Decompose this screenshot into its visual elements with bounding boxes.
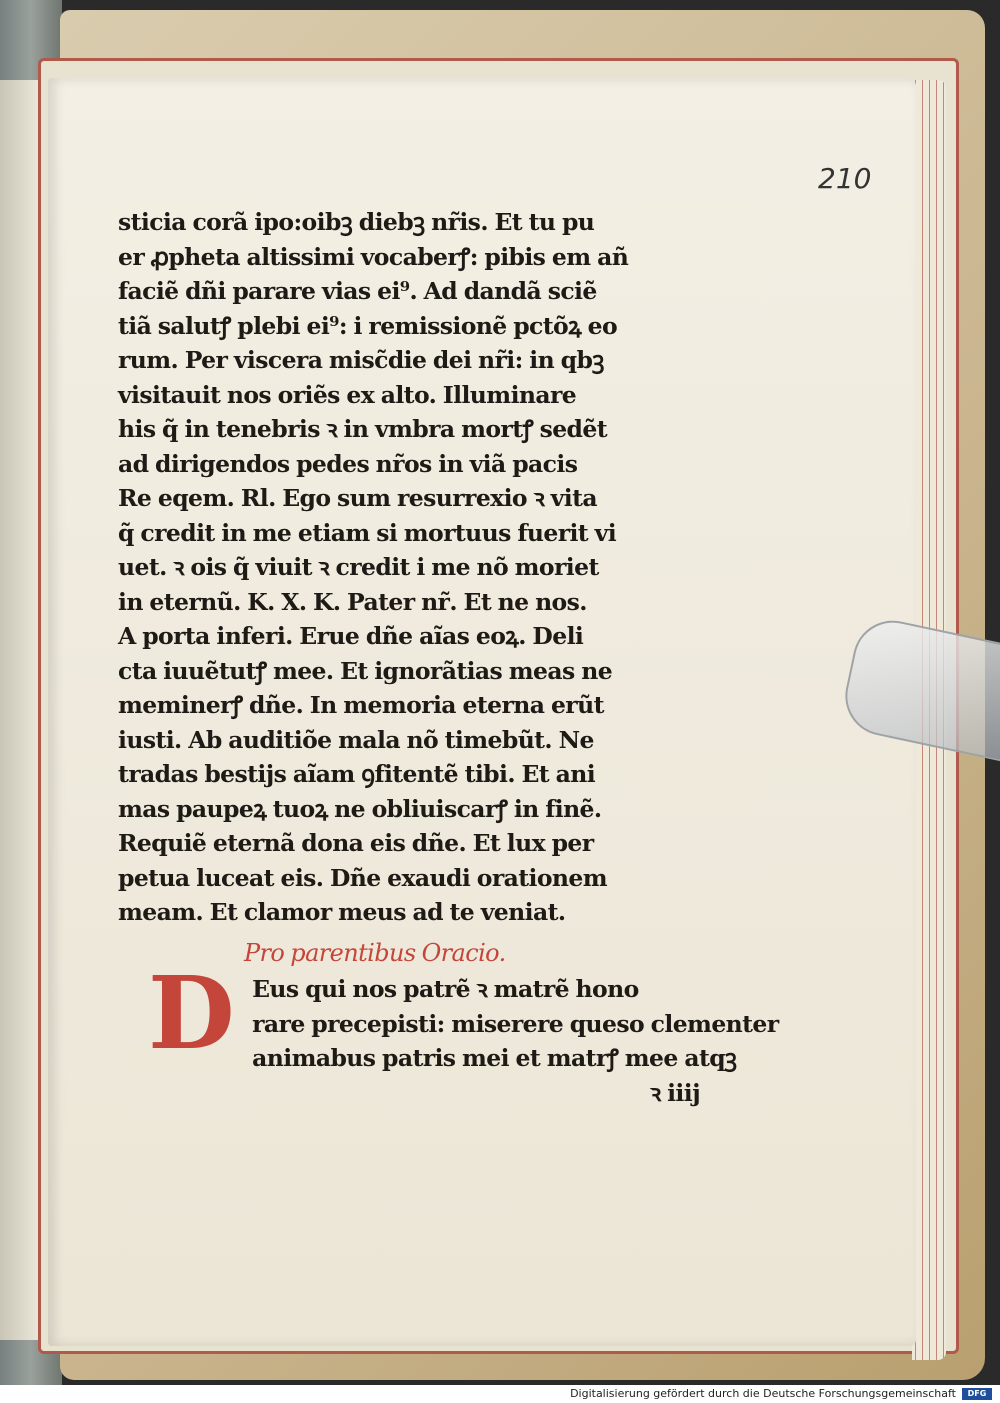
text-line: tiã salutꝭ plebi ei⁹: i remissionẽ pctõꝝ eo [118, 311, 618, 340]
dfg-logo: DFG [962, 1388, 992, 1400]
prayer-block [118, 954, 779, 1076]
text-line: iusti. Ab auditiõe mala nõ timebũt. Ne [118, 725, 594, 754]
page-text [118, 205, 779, 1110]
funding-credit: Digitalisierung gefördert durch die Deutsche Forschungsgemeinschaft [570, 1387, 956, 1400]
text-line: q̃ credit in me etiam si mortuus fuerit vi [118, 518, 617, 547]
text-line: tradas bestijs aĩam ꝯfitentẽ tibi. Et ani [118, 760, 596, 788]
text-line: sticia corã ipo:oibꝫ diebꝫ nr̃is. Et tu pu [118, 208, 595, 236]
text-line: uet. ꝛ ois q̃ viuit ꝛ credit i me nõ moriet [118, 553, 599, 581]
prayer-line: rare precepisti: miserere queso clementer [252, 1009, 779, 1038]
text-line: in eternũ. K. X. K. Pater nr̃. Et ne nos. [118, 587, 587, 616]
text-line: visitauit nos oriẽs ex alto. Illuminare [118, 380, 577, 409]
text-line: faciẽ dñi parare vias ei⁹. Ad dandã sciẽ [118, 277, 597, 305]
text-line: meminerꝭ dñe. In memoria eterna erũt [118, 691, 604, 719]
text-line: mas paupeꝝ tuoꝝ ne obliuiscarꝭ in finẽ. [118, 794, 602, 823]
text-line: his q̃ in tenebris ꝛ in vmbra mortꝭ sedẽt [118, 415, 607, 443]
folio-number: 210 [818, 162, 872, 195]
text-line: er ꝓpheta altissimi vocaberꝭ: pibis em añ [118, 242, 629, 271]
text-line: Re eqem. Rl. Ego sum resurrexio ꝛ vita [118, 484, 597, 512]
signature-mark: ꝛ iiij [649, 1078, 700, 1107]
text-line: ad dirigendos pedes nr̃os in viã pacis [118, 449, 578, 478]
prayer-heading: Pro parentibus Oracio. [244, 938, 506, 967]
text-line: A porta inferi. Erue dñe aĩas eoꝝ. Deli [118, 622, 584, 650]
prayer-line: Eus qui nos patrẽ ꝛ matrẽ hono [252, 975, 639, 1003]
text-line: Requiẽ eternã dona eis dñe. Et lux per [118, 829, 594, 857]
drop-capital: D [148, 954, 235, 1072]
footer-bar [0, 1385, 1000, 1403]
prayer-line: animabus patris mei et matrꝭ mee atqꝫ [252, 1044, 737, 1072]
text-line: rum. Per viscera misc̃die dei nr̃i: in qbꝫ [118, 346, 604, 374]
text-line: petua luceat eis. Dñe exaudi orationem [118, 863, 607, 892]
text-line: cta iuuẽtutꝭ mee. Et ignorãtias meas ne [118, 656, 613, 685]
text-line: meam. Et clamor meus ad te veniat. [118, 898, 566, 926]
